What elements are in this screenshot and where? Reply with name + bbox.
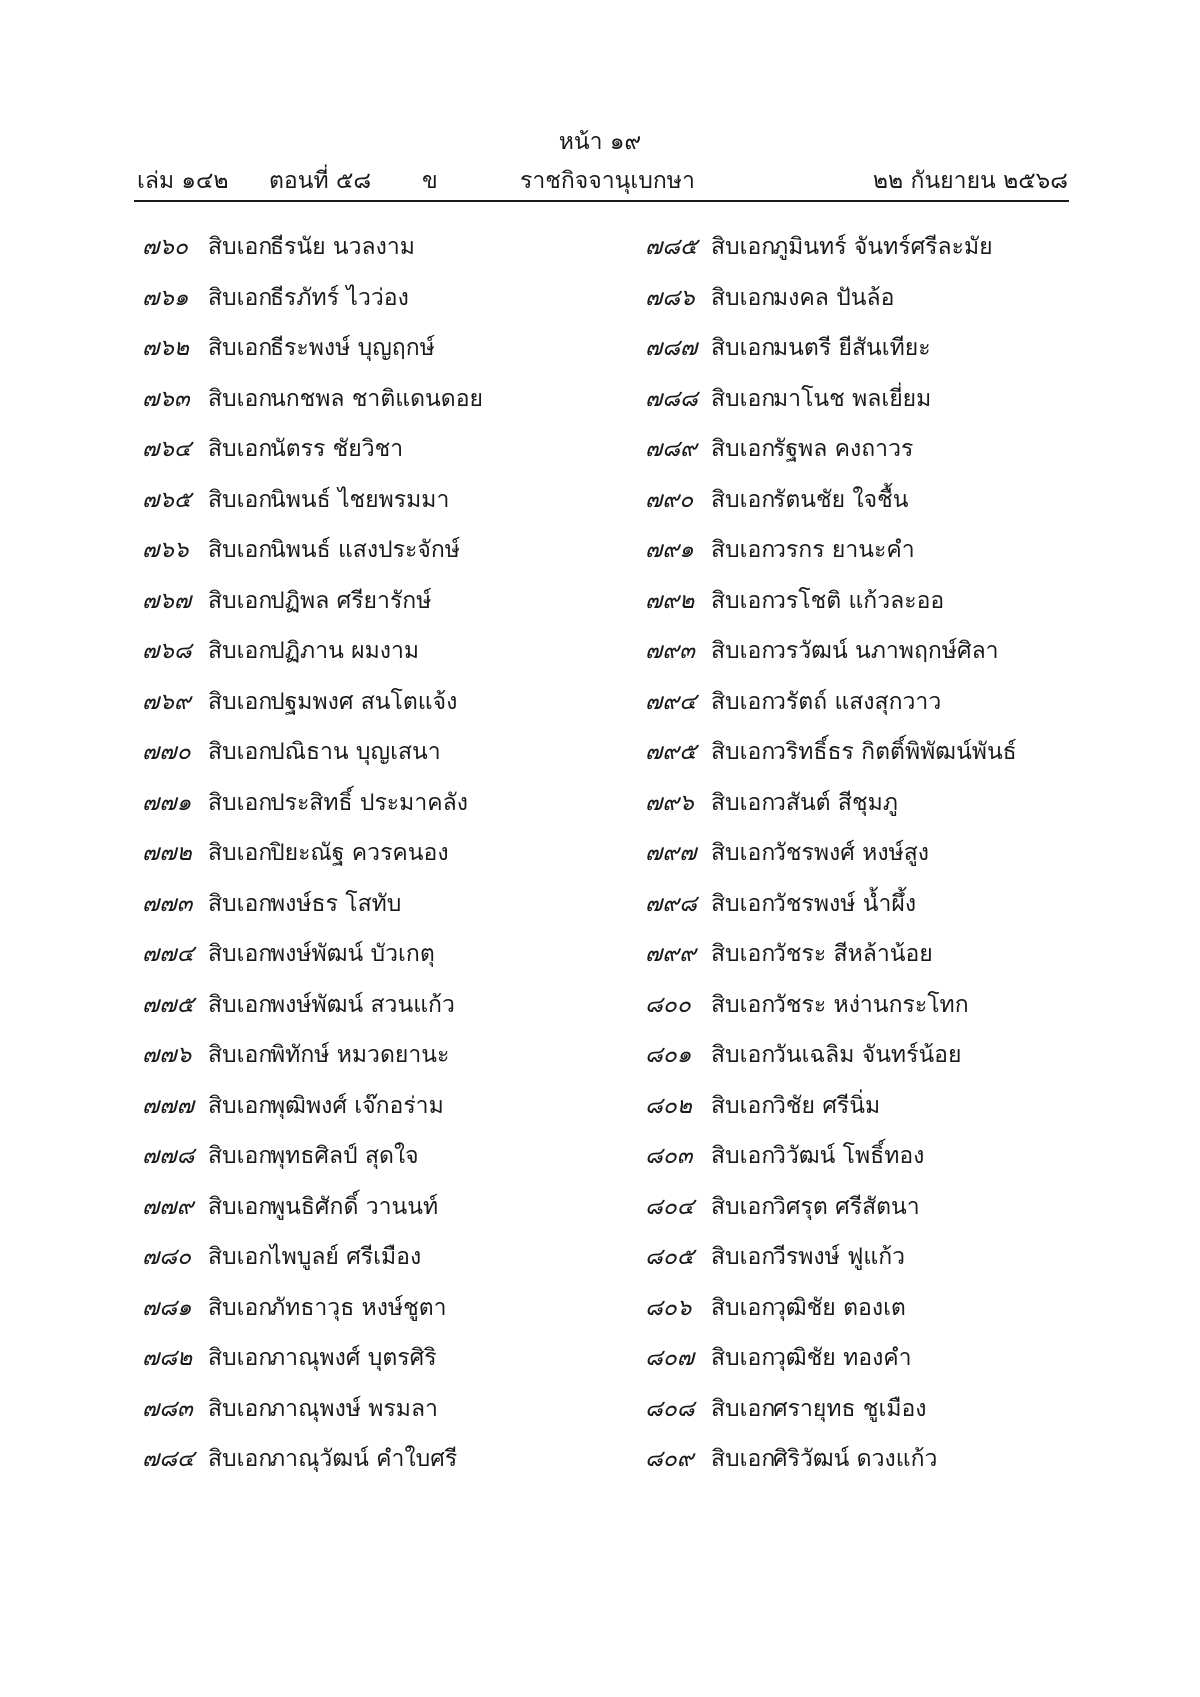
entry-number: ๗๘๘: [645, 385, 698, 412]
entry-name: ศรายุทธ ชูเมือง: [773, 1395, 927, 1422]
entry-name: ธีระพงษ์ บุญฤกษ์: [270, 335, 435, 361]
entry-number: ๗๙๐: [645, 486, 694, 513]
entry-name: ปณิธาน บุญเสนา: [270, 739, 441, 765]
entry-name: ปฏิภาน ผมงาม: [270, 638, 420, 664]
issue-label: ตอนที่ ๕๘: [269, 168, 372, 194]
entry-name: วัชรพงศ์ หงษ์สูง: [773, 840, 930, 866]
entry-number: ๗๖๕: [142, 486, 192, 513]
list-item: [645, 735, 1125, 786]
list-item: [142, 735, 622, 786]
entry-number: ๗๗๔: [142, 941, 194, 967]
list-item: [142, 1038, 622, 1089]
entry-name: ศิริวัฒน์ ดวงแก้ว: [773, 1446, 938, 1472]
entry-number: ๗๗๐: [142, 739, 191, 765]
entry-rank: สิบเอก: [208, 688, 273, 715]
entry-rank: สิบเอก: [208, 234, 273, 260]
entry-rank: สิบเอก: [208, 941, 273, 967]
list-item: [142, 988, 622, 1039]
entry-name: รัฐพล คงถาวร: [773, 436, 914, 462]
list-item: [142, 432, 622, 483]
list-item: [645, 1038, 1125, 1089]
entry-name: วรวัฒน์ นภาพฤกษ์ศิลา: [773, 638, 999, 664]
entry-number: ๗๖๑: [142, 284, 189, 311]
entry-rank: สิบเอก: [711, 1395, 776, 1422]
list-item: [645, 1442, 1125, 1493]
entry-name: พูนธิศักดิ์ วานนท์: [270, 1193, 439, 1220]
list-item: [645, 937, 1125, 988]
list-item: [645, 1240, 1125, 1291]
publication-date: ๒๒ กันยายน ๒๕๖๘: [872, 168, 1068, 194]
entry-number: ๗๖๐: [142, 234, 188, 260]
entry-number: ๗๖๗: [142, 587, 192, 614]
list-item: [645, 382, 1125, 433]
entry-number: ๗๙๙: [645, 941, 696, 967]
document-header: [137, 164, 1068, 198]
entry-name: วัชรพงษ์ น้ำผึ้ง: [773, 890, 917, 917]
list-item: [142, 1392, 622, 1443]
entry-rank: สิบเอก: [208, 486, 273, 513]
list-item: [142, 786, 622, 837]
list-item: [645, 331, 1125, 382]
list-item: [142, 1291, 622, 1342]
entry-number: ๗๘๒: [142, 1345, 193, 1371]
entry-name: วัชระ หง่านกระโทก: [773, 991, 969, 1018]
list-item: [645, 887, 1125, 938]
entry-name: วุฒิชัย ตองเต: [773, 1294, 906, 1321]
entry-number: ๗๗๑: [142, 789, 192, 816]
entry-rank: สิบเอก: [711, 486, 776, 513]
list-item: [142, 382, 622, 433]
entry-name: พงษ์พัฒน์ บัวเกตุ: [270, 941, 435, 967]
entry-rank: สิบเอก: [208, 1294, 273, 1321]
list-item: [142, 1240, 622, 1291]
entry-number: ๗๘๙: [645, 436, 697, 462]
list-item: [142, 230, 622, 281]
entry-number: ๗๗๗: [142, 1092, 194, 1119]
entry-number: ๗๙๕: [645, 739, 697, 765]
entry-number: ๗๖๘: [142, 638, 192, 664]
entry-rank: สิบเอก: [711, 385, 776, 412]
entry-number: ๘๐๙: [645, 1446, 694, 1472]
entry-name: มงคล ปันล้อ: [773, 284, 895, 311]
page-number: หน้า ๑๙: [558, 129, 642, 155]
list-item: [645, 432, 1125, 483]
entry-name: วุฒิชัย ทองคำ: [773, 1345, 912, 1371]
entry-rank: สิบเอก: [208, 436, 273, 462]
list-item: [645, 685, 1125, 736]
entry-name: วีรพงษ์ ฟูแก้ว: [773, 1244, 906, 1270]
list-item: [645, 1341, 1125, 1392]
entry-rank: สิบเอก: [711, 991, 776, 1018]
entry-rank: สิบเอก: [711, 739, 776, 765]
entry-rank: สิบเอก: [208, 1193, 273, 1220]
entry-name: มาโนช พลเยี่ยม: [773, 385, 932, 412]
entry-rank: สิบเอก: [208, 1345, 273, 1371]
entry-number: ๗๙๗: [645, 840, 697, 866]
entry-name: ภูมินทร์ จันทร์ศรีละมัย: [773, 234, 993, 260]
list-item: [645, 281, 1125, 332]
section-label: ข: [422, 168, 438, 194]
entry-rank: สิบเอก: [711, 1042, 776, 1068]
entry-rank: สิบเอก: [711, 1294, 776, 1321]
entry-rank: สิบเอก: [711, 941, 776, 967]
entry-name: นัตรร ชัยวิชา: [270, 436, 404, 462]
entry-rank: สิบเอก: [208, 840, 273, 866]
list-item: [645, 1139, 1125, 1190]
entry-rank: สิบเอก: [208, 1092, 273, 1119]
entry-number: ๗๖๒: [142, 335, 190, 361]
entry-rank: สิบเอก: [711, 890, 776, 917]
entry-number: ๗๙๘: [645, 890, 697, 917]
entry-name: วัชระ สีหล้าน้อย: [773, 941, 933, 967]
entry-name: ภาณุพงษ์ พรมลา: [270, 1395, 438, 1422]
entry-number: ๗๘๓: [142, 1395, 193, 1422]
entry-number: ๗๗๙: [142, 1193, 194, 1220]
entry-rank: สิบเอก: [208, 638, 273, 664]
entry-name: วริทธิ์ธร กิตติ์พิพัฒน์พันธ์: [773, 739, 1017, 765]
entry-name: พงษ์ธร โสทับ: [270, 890, 402, 917]
entry-name: พุฒิพงศ์ เจ๊กอร่าม: [270, 1092, 444, 1119]
entry-number: ๗๗๒: [142, 840, 192, 866]
entry-name: พงษ์พัฒน์ สวนแก้ว: [270, 991, 455, 1018]
list-item: [645, 634, 1125, 685]
entry-number: ๗๗๕: [142, 991, 194, 1018]
entry-name: ปฏิพล ศรียารักษ์: [270, 587, 432, 614]
list-item: [142, 1089, 622, 1140]
right-name-list: [645, 230, 1125, 1493]
entry-number: ๗๖๓: [142, 385, 190, 412]
entry-name: วิศรุต ศรีสัตนา: [773, 1193, 920, 1220]
entry-name: ธีรนัย นวลงาม: [270, 234, 415, 260]
entry-number: ๗๙๒: [645, 587, 695, 614]
entry-rank: สิบเอก: [711, 789, 776, 816]
list-item: [142, 483, 622, 534]
entry-name: วรกร ยานะคำ: [773, 537, 915, 563]
entry-number: ๗๗๓: [142, 890, 193, 917]
list-item: [142, 533, 622, 584]
list-item: [142, 1442, 622, 1493]
entry-name: ปฐมพงศ สนโตแจ้ง: [270, 688, 458, 715]
entry-rank: สิบเอก: [208, 1042, 273, 1068]
entry-name: ธีรภัทร์ ไวว่อง: [270, 284, 409, 311]
entry-name: วันเฉลิม จันทร์น้อย: [773, 1042, 962, 1068]
list-item: [142, 836, 622, 887]
entry-rank: สิบเอก: [711, 587, 776, 614]
list-item: [645, 1392, 1125, 1443]
entry-rank: สิบเอก: [711, 688, 776, 715]
entry-name: นิพนธ์ ไชยพรมมา: [270, 486, 450, 513]
list-item: [142, 887, 622, 938]
entry-rank: สิบเอก: [711, 537, 776, 563]
list-item: [645, 786, 1125, 837]
entry-number: ๘๐๘: [645, 1395, 695, 1422]
list-item: [645, 1291, 1125, 1342]
entry-name: วิวัฒน์ โพธิ์ทอง: [773, 1143, 925, 1169]
list-item: [645, 836, 1125, 887]
entry-rank: สิบเอก: [208, 1395, 273, 1422]
list-item: [142, 685, 622, 736]
entry-rank: สิบเอก: [208, 284, 273, 311]
list-item: [645, 1190, 1125, 1241]
entry-number: ๗๙๓: [645, 638, 695, 664]
entry-rank: สิบเอก: [208, 587, 273, 614]
entry-rank: สิบเอก: [208, 739, 273, 765]
entry-name: นิพนธ์ แสงประจักษ์: [270, 537, 460, 563]
entry-name: ไพบูลย์ ศรีเมือง: [270, 1244, 422, 1270]
entry-rank: สิบเอก: [208, 335, 273, 361]
entry-number: ๗๗๘: [142, 1143, 195, 1169]
entry-number: ๗๙๑: [645, 537, 694, 563]
list-item: [645, 988, 1125, 1039]
list-item: [142, 1341, 622, 1392]
entry-name: ประสิทธิ์ ประมาคลัง: [270, 789, 468, 816]
left-name-list: [142, 230, 622, 1493]
entry-rank: สิบเอก: [208, 1446, 273, 1472]
list-item: [142, 1139, 622, 1190]
header-divider: [134, 200, 1069, 202]
entry-number: ๘๐๕: [645, 1244, 695, 1270]
list-item: [142, 281, 622, 332]
volume-label: เล่ม ๑๔๒: [137, 168, 229, 194]
entry-rank: สิบเอก: [711, 335, 776, 361]
entry-number: ๗๖๙: [142, 688, 191, 715]
entry-rank: สิบเอก: [208, 385, 273, 412]
entry-number: ๗๗๖: [142, 1042, 192, 1068]
entry-number: ๘๐๒: [645, 1092, 692, 1119]
entry-number: ๗๘๐: [142, 1244, 192, 1270]
entry-number: ๗๖๖: [142, 537, 189, 563]
publication-title: ราชกิจจานุเบกษา: [520, 168, 695, 194]
entry-number: ๘๐๑: [645, 1042, 692, 1068]
entry-rank: สิบเอก: [711, 1143, 776, 1169]
entry-number: ๘๐๖: [645, 1294, 692, 1321]
entry-rank: สิบเอก: [711, 1446, 776, 1472]
entry-name: วรโชติ แก้วละออ: [773, 587, 945, 614]
entry-number: ๘๐๓: [645, 1143, 693, 1169]
entry-rank: สิบเอก: [208, 789, 273, 816]
entry-rank: สิบเอก: [711, 1345, 776, 1371]
entry-name: ปิยะณัฐ ควรคนอง: [270, 840, 449, 866]
entry-number: ๘๐๗: [645, 1345, 695, 1371]
entry-number: ๗๘๖: [645, 284, 695, 311]
entry-number: ๗๙๔: [645, 688, 697, 715]
entry-rank: สิบเอก: [711, 1193, 776, 1220]
entry-name: พุทธศิลป์ สุดใจ: [270, 1143, 419, 1169]
entry-number: ๗๘๕: [645, 234, 698, 260]
entry-rank: สิบเอก: [208, 537, 273, 563]
entry-name: วสันต์ สีชุมภู: [773, 789, 898, 816]
list-item: [142, 584, 622, 635]
entry-number: ๗๙๖: [645, 789, 694, 816]
entry-rank: สิบเอก: [711, 840, 776, 866]
list-item: [645, 230, 1125, 281]
entry-name: นกชพล ชาติแดนดอย: [270, 385, 483, 412]
entry-rank: สิบเอก: [711, 234, 776, 260]
entry-name: ภาณุวัฒน์ คำใบศรี: [270, 1446, 458, 1472]
entry-number: ๘๐๐: [645, 991, 691, 1018]
entry-rank: สิบเอก: [208, 1244, 273, 1270]
entry-name: ภัทธาวุธ หงษ์ชูตา: [270, 1294, 447, 1321]
entry-name: วรัตถ์ แสงสุกวาว: [773, 688, 942, 715]
entry-number: ๗๘๗: [645, 335, 698, 361]
list-item: [142, 1190, 622, 1241]
entry-name: วิชัย ศรีนิ่ม: [773, 1092, 881, 1119]
list-item: [645, 483, 1125, 534]
entry-rank: สิบเอก: [208, 890, 273, 917]
entry-rank: สิบเอก: [711, 284, 776, 311]
list-item: [645, 1089, 1125, 1140]
entry-rank: สิบเอก: [711, 1244, 776, 1270]
entry-rank: สิบเอก: [711, 436, 776, 462]
entry-number: ๗๖๔: [142, 436, 192, 462]
entry-number: ๗๘๑: [142, 1294, 192, 1321]
entry-rank: สิบเอก: [208, 1143, 273, 1169]
entry-name: รัตนชัย ใจชื้น: [773, 486, 909, 513]
list-item: [645, 533, 1125, 584]
entry-number: ๗๘๔: [142, 1446, 195, 1472]
list-item: [142, 331, 622, 382]
entry-name: ภาณุพงศ์ บุตรศิริ: [270, 1345, 437, 1371]
entry-rank: สิบเอก: [711, 1092, 776, 1119]
entry-name: มนตรี ยีสันเทียะ: [773, 335, 931, 361]
entry-rank: สิบเอก: [208, 991, 273, 1018]
list-item: [142, 937, 622, 988]
entry-rank: สิบเอก: [711, 638, 776, 664]
entry-number: ๘๐๔: [645, 1193, 695, 1220]
list-item: [142, 634, 622, 685]
list-item: [645, 584, 1125, 635]
entry-name: พิทักษ์ หมวดยานะ: [270, 1042, 450, 1068]
